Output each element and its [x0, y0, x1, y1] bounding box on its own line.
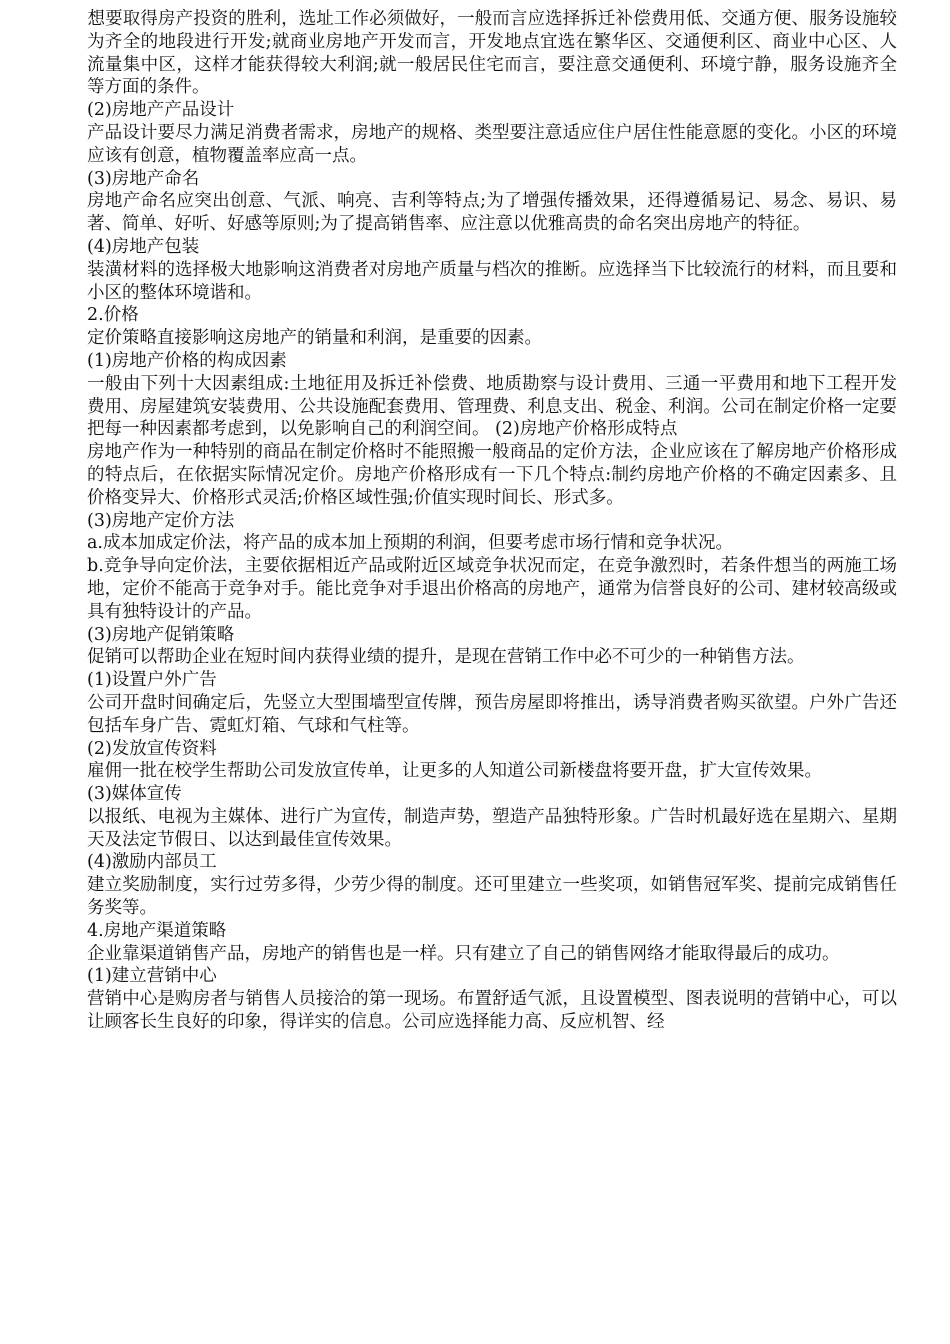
section-heading: (2)发放宣传资料 [87, 738, 217, 759]
section-heading: (4)激励内部员工 [87, 852, 217, 873]
paragraph: 以报纸、电视为主媒体、进行广为宣传，制造声势，塑造产品独特形象。广告时机最好选在星期六、星期天及法定节假日、以达到最佳宣传效果。 [87, 806, 897, 850]
paragraph: 促销可以帮助企业在短时间内获得业绩的提升，是现在营销工作中必不可少的一种销售方法。 [87, 647, 805, 668]
paragraph: 一般由下列十大因素组成:土地征用及拆迁补偿费、地质勘察与设计费用、三通一平费用和地下工程开发费用、房屋建筑安装费用、公共设施配套费用、管理费、利息支出、税金、利润。公司在制定价格一定要把每一种因素都考虑到，以免影响自己的利润空间。 (2)房地产价格形成特点 [87, 373, 897, 440]
section-heading: (1)房地产价格的构成因素 [87, 350, 287, 371]
paragraph: 房地产命名应突出创意、气派、响亮、吉利等特点;为了增强传播效果，还得遵循易记、易念、易识、易著、简单、好听、好感等原则;为了提高销售率、应注意以优雅高贵的命名突出房地产的特征。 [87, 191, 897, 235]
paragraph: 装潢材料的选择极大地影响这消费者对房地产质量与档次的推断。应选择当下比较流行的材料，而且要和小区的整体环境谐和。 [87, 259, 897, 303]
paragraph: 想要取得房产投资的胜利，选址工作必须做好，一般而言应选择拆迁补偿费用低、交通方便、服务设施较为齐全的地段进行开发;就商业房地产开发而言，开发地点宜选在繁华区、交通便利区、商业中心区、人流量集中区，这样才能获得较大利润;就一般居民住宅而言，要注意交通便利、环境宁静，服务设施齐全等方面的条件。 [87, 9, 897, 98]
section-heading: (3)房地产定价方法 [87, 510, 235, 531]
section-heading: (3)房地产命名 [87, 168, 200, 189]
section-heading: (3)房地产促销策略 [87, 624, 235, 645]
paragraph: b.竞争导向定价法，主要依据相近产品或附近区域竞争状况而定，在竞争激烈时，若条件想当的两施工场地，定价不能高于竞争对手。能比竞争对手退出价格高的房地产，通常为信誉良好的公司、建材较高级或具有独特设计的产品。 [87, 556, 897, 622]
paragraph: 建立奖励制度，实行过劳多得，少劳少得的制度。还可里建立一些奖项，如销售冠军奖、提前完成销售任务奖等。 [87, 875, 897, 919]
paragraph: 雇佣一批在校学生帮助公司发放宣传单，让更多的人知道公司新楼盘将要开盘，扩大宣传效果。 [87, 761, 822, 782]
section-heading: 2.价格 [87, 305, 139, 326]
section-heading: (1)建立营销中心 [87, 966, 217, 987]
paragraph: 营销中心是购房者与销售人员接洽的第一现场。布置舒适气派，且设置模型、图表说明的营销中心，可以让顾客长生良好的印象，得详实的信息。公司应选择能力高、反应机智、经 [87, 989, 897, 1033]
paragraph: 企业靠渠道销售产品，房地产的销售也是一样。只有建立了自己的销售网络才能取得最后的成功。 [87, 943, 840, 964]
paragraph: a.成本加成定价法，将产品的成本加上预期的利润，但要考虑市场行情和竞争状况。 [87, 533, 733, 554]
section-heading: (4)房地产包装 [87, 236, 200, 257]
section-heading: (2)房地产产品设计 [87, 100, 235, 121]
paragraph: 房地产作为一种特别的商品在制定价格时不能照搬一般商品的定价方法，企业应该在了解房地产价格形成的特点后，在依据实际情况定价。房地产价格形成有一下几个特点:制约房地产价格的不确定因素多、且价格变异大、价格形式灵活;价格区域性强;价值实现时间长、形式多。 [87, 442, 897, 508]
paragraph: 产品设计要尽力满足消费者需求，房地产的规格、类型要注意适应住户居住性能意愿的变化。小区的环境应该有创意，植物覆盖率应高一点。 [87, 122, 897, 166]
section-heading: (3)媒体宣传 [87, 784, 182, 805]
paragraph: 定价策略直接影响这房地产的销量和利润，是重要的因素。 [87, 328, 542, 349]
paragraph: 公司开盘时间确定后，先竖立大型围墙型宣传牌，预告房屋即将推出，诱导消费者购买欲望。户外广告还包括车身广告、霓虹灯箱、气球和气柱等。 [87, 692, 897, 736]
section-heading: (1)设置户外广告 [87, 670, 217, 691]
section-heading: 4.房地产渠道策略 [87, 920, 227, 941]
document-body [87, 8, 897, 1034]
